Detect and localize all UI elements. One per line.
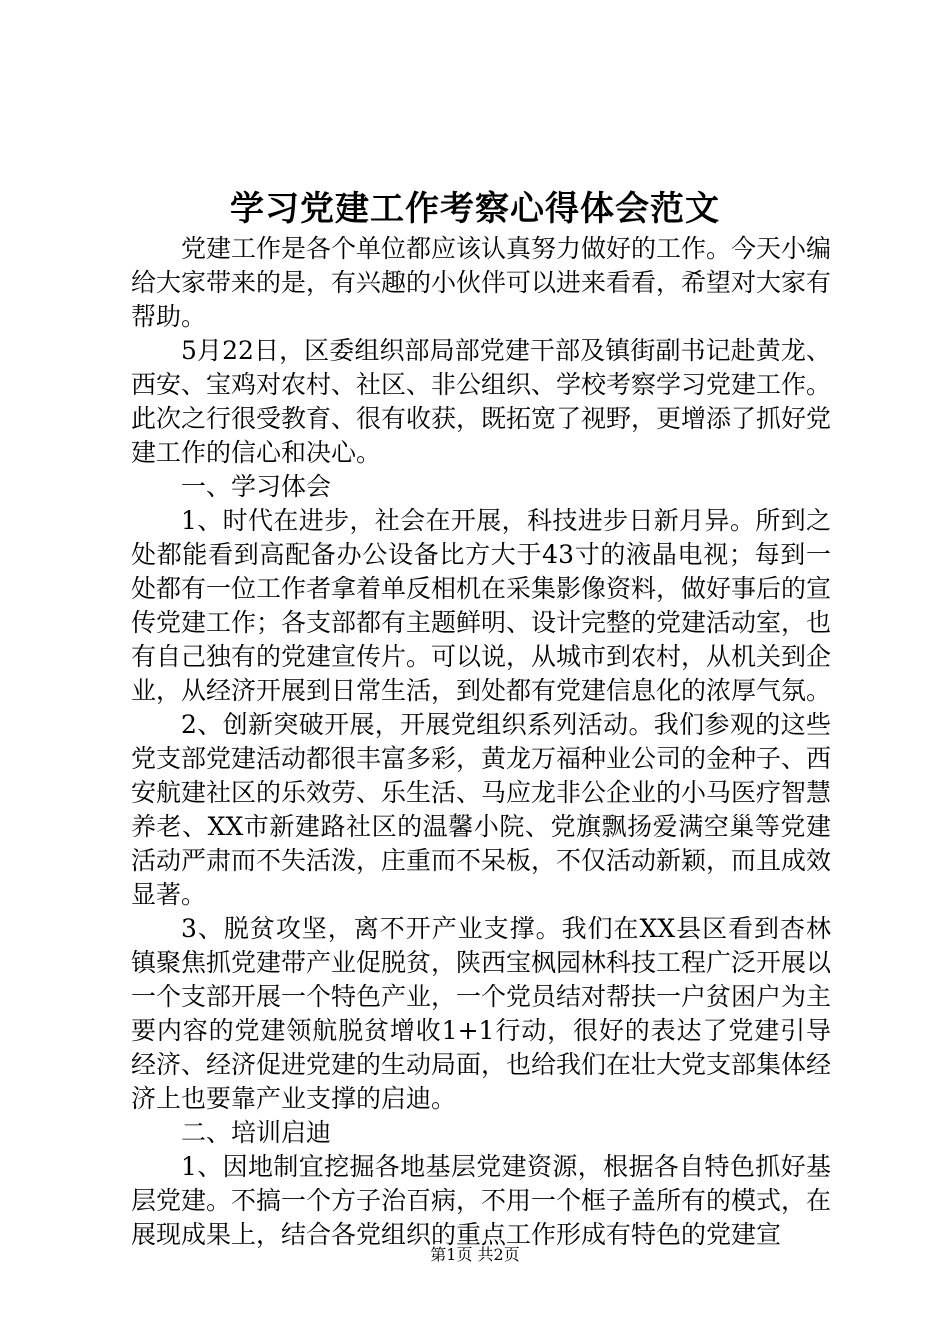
- page-footer: 第1页 共2页: [430, 1245, 520, 1264]
- document-body: [131, 232, 831, 1252]
- section-heading-training: 二、培训启迪: [181, 1118, 332, 1147]
- paragraph-intro: 党建工作是各个单位都应该认真努力做好的工作。今天小编给大家带来的是，有兴趣的小伙伴可以进来看看，希望对大家有帮助。: [131, 234, 832, 331]
- section-heading-learning: 一、学习体会: [181, 472, 332, 501]
- paragraph-training-1: 1、因地制宜挖掘各地基层党建资源，根据各自特色抓好基层党建。不搞一个方子治百病，不用一个框子盖所有的模式，在展现成果上，结合各党组织的重点工作形成有特色的党建宣: [131, 1152, 832, 1249]
- paragraph-point-1: 1、时代在进步，社会在开展，科技进步日新月异。所到之处都能看到高配备办公设备比方大于43寸的液晶电视；每到一处都有一位工作者拿着单反相机在采集影像资料，做好事后的宣传党建工作；各支部都有主题鲜明、设计完整的党建活动室，也有自己独有的党建宣传片。可以说，从城市到农村，从机关到企业，从经济开展到日常生活，到处都有党建信息化的浓厚气氛。: [131, 506, 832, 705]
- paragraph-point-3: 3、脱贫攻坚，离不开产业支撑。我们在XX县区看到杏林镇聚焦抓党建带产业促脱贫，陕西宝枫园林科技工程广泛开展以一个支部开展一个特色产业，一个党员结对帮扶一户贫困户为主要内容的党建领航脱贫增收1+1行动，很好的表达了党建引导经济、经济促进党建的生动局面，也给我们在壮大党支部集体经济上也要靠产业支撑的启迪。: [131, 914, 832, 1113]
- paragraph-trip: 5月22日，区委组织部局部党建干部及镇街副书记赴黄龙、西安、宝鸡对农村、社区、非公组织、学校考察学习党建工作。此次之行很受教育、很有收获，既拓宽了视野，更增添了抓好党建工作的信心和决心。: [131, 336, 832, 467]
- document-title: 学习党建工作考察心得体会范文: [230, 189, 720, 229]
- paragraph-point-2: 2、创新突破开展，开展党组织系列活动。我们参观的这些党支部党建活动都很丰富多彩，黄龙万福种业公司的金种子、西安航建社区的乐效劳、乐生活、马应龙非公企业的小马医疗智慧养老、XX市新建路社区的温馨小院、党旗飘扬爱满空巢等党建活动严肃而不失活泼，庄重而不呆板，不仅活动新颖，而且成效显著。: [131, 710, 832, 909]
